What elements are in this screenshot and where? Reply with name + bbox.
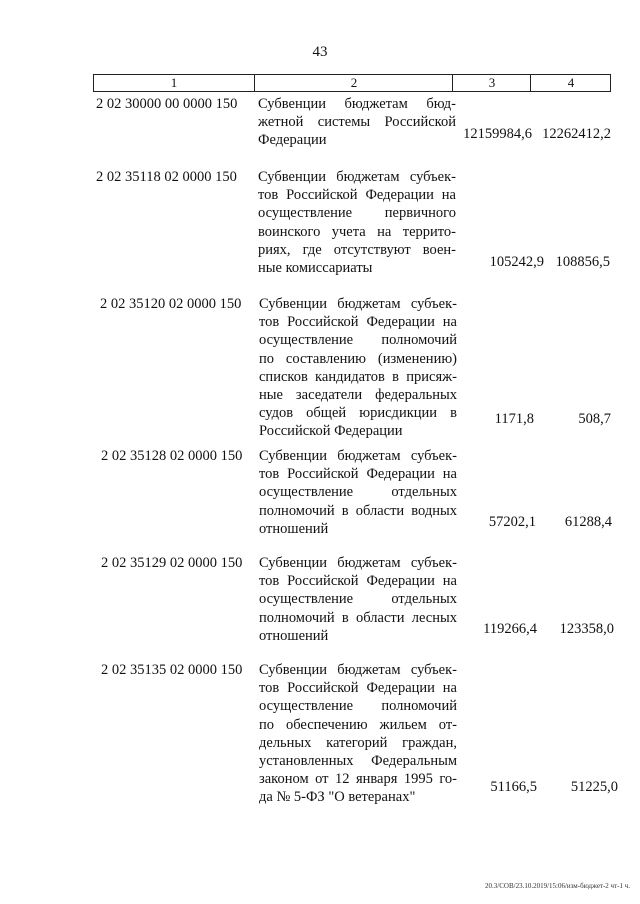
description-line: да № 5-ФЗ "О ветеранах" bbox=[259, 789, 416, 806]
description-line: полномочий в области лесных bbox=[259, 609, 457, 626]
description-line: ные комиссариаты bbox=[258, 260, 373, 277]
row-description bbox=[259, 295, 457, 441]
row-code: 2 02 35135 02 0000 150 bbox=[101, 662, 243, 678]
value-col-4: 508,7 bbox=[578, 411, 611, 427]
description-line: судов общей юрисдикции в bbox=[259, 405, 457, 422]
value-col-4: 12262412,2 bbox=[542, 126, 611, 142]
description-line: Субвенции бюджетам субъек- bbox=[259, 448, 457, 464]
row-description bbox=[259, 554, 457, 645]
description-line: тов Российской Федерации на bbox=[259, 314, 457, 331]
header-col-1: 1 bbox=[170, 75, 178, 90]
row-description bbox=[259, 447, 457, 538]
description-line: списков кандидатов в присяж- bbox=[259, 368, 457, 385]
description-line: тов Российской Федерации на bbox=[259, 573, 457, 590]
row-code: 2 02 35128 02 0000 150 bbox=[101, 448, 243, 464]
description-line: Российской Федерации bbox=[259, 423, 403, 440]
description-line: воинского учета на террито- bbox=[258, 223, 456, 240]
header-col-3: 3 bbox=[452, 75, 531, 91]
value-col-4: 108856,5 bbox=[555, 254, 610, 270]
value-col-3: 119266,4 bbox=[483, 621, 537, 637]
document-footer: 20.3/СОВ/23.10.2019/15:06/изм-бюджет-2 чт-1 ч. bbox=[485, 882, 630, 890]
value-col-3: 105242,9 bbox=[489, 254, 544, 270]
description-line: осуществление отдельных bbox=[259, 484, 457, 501]
description-line: жетной системы Российской bbox=[258, 114, 456, 131]
description-line: по составлению (изменению) bbox=[259, 350, 457, 367]
description-line: Субвенции бюджетам субъек- bbox=[259, 296, 457, 312]
description-line: установленных Федеральным bbox=[259, 753, 457, 770]
description-line: дельных категорий граждан, bbox=[259, 734, 457, 751]
value-col-4: 123358,0 bbox=[559, 621, 614, 637]
description-line: риях, где отсутствуют воен- bbox=[258, 241, 456, 258]
description-line: Субвенции бюджетам субъек- bbox=[259, 662, 457, 678]
value-col-4: 51225,0 bbox=[570, 779, 618, 795]
value-col-3: 1171,8 bbox=[494, 411, 534, 427]
description-line: тов Российской Федерации на bbox=[259, 680, 457, 697]
row-code: 2 02 30000 00 0000 150 bbox=[96, 96, 238, 112]
table-header bbox=[93, 74, 611, 92]
description-line: законом от 12 января 1995 го- bbox=[259, 771, 457, 788]
value-col-4: 61288,4 bbox=[564, 514, 612, 530]
description-line: осуществление полномочий bbox=[259, 698, 457, 715]
value-col-3: 51166,5 bbox=[490, 779, 537, 795]
description-line: осуществление полномочий bbox=[259, 332, 457, 349]
description-line: Субвенции бюджетам субъек- bbox=[259, 555, 457, 571]
description-line: полномочий в области водных bbox=[259, 502, 457, 519]
row-description bbox=[258, 95, 456, 150]
description-line: Федерации bbox=[258, 132, 327, 149]
value-col-3: 57202,1 bbox=[488, 514, 536, 530]
description-line: Субвенции бюджетам субъек- bbox=[258, 169, 456, 185]
description-line: по обеспечению жильем от- bbox=[259, 716, 457, 733]
description-line: Субвенции бюджетам бюд- bbox=[258, 96, 456, 112]
value-col-3: 12159984,6 bbox=[463, 126, 532, 142]
description-line: отношений bbox=[259, 627, 329, 644]
row-code: 2 02 35120 02 0000 150 bbox=[100, 296, 242, 312]
row-code: 2 02 35129 02 0000 150 bbox=[101, 555, 243, 571]
header-col-4: 4 bbox=[530, 75, 611, 91]
description-line: осуществление первичного bbox=[258, 205, 456, 222]
description-line: тов Российской Федерации на bbox=[258, 187, 456, 204]
description-line: осуществление отдельных bbox=[259, 591, 457, 608]
header-col-2: 2 bbox=[254, 75, 453, 91]
description-line: отношений bbox=[259, 520, 329, 537]
page-number: 43 bbox=[312, 44, 328, 60]
row-description bbox=[258, 168, 456, 277]
row-code: 2 02 35118 02 0000 150 bbox=[96, 169, 237, 185]
row-description bbox=[259, 661, 457, 807]
description-line: ные заседатели федеральных bbox=[259, 387, 457, 404]
description-line: тов Российской Федерации на bbox=[259, 466, 457, 483]
